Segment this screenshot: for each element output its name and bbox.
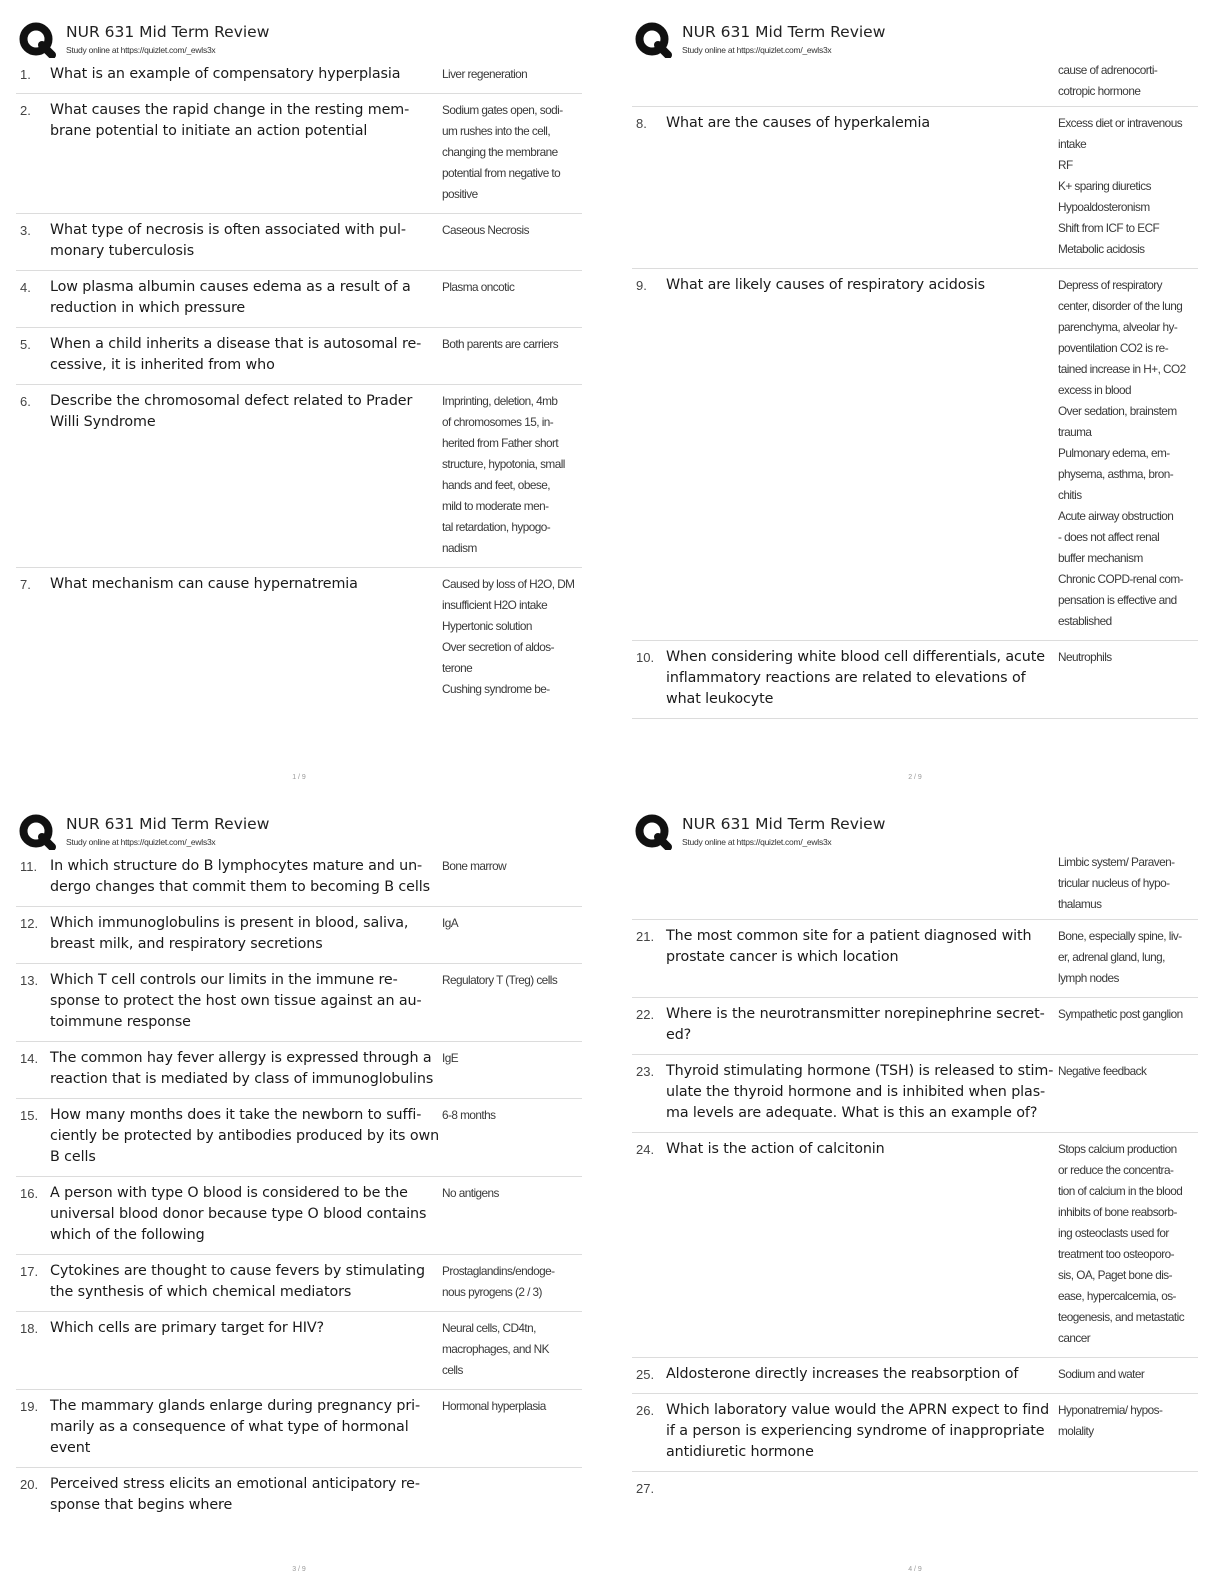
page-number: 4 / 9 bbox=[908, 1566, 922, 1573]
card-row bbox=[16, 214, 582, 271]
quizlet-logo-icon bbox=[634, 22, 674, 58]
card-definition: No antigens bbox=[442, 1186, 499, 1200]
card-definition: Sodium gates open, sodi- um rushes into the cell, changing the membrane potential from negative to positive bbox=[442, 103, 563, 201]
quizlet-logo-icon bbox=[634, 814, 674, 850]
card-number: 19. bbox=[20, 1399, 39, 1414]
card-row bbox=[632, 641, 1198, 719]
card-term: Which cells are primary target for HIV? bbox=[50, 1320, 325, 1336]
card-definition: Both parents are carriers bbox=[442, 337, 559, 351]
page-header bbox=[632, 18, 1198, 58]
card-number: 11. bbox=[20, 859, 38, 874]
card-list bbox=[16, 58, 582, 708]
card-row bbox=[632, 1472, 1198, 1507]
card-number: 21. bbox=[636, 929, 655, 944]
card-definition: Bone marrow bbox=[442, 859, 507, 873]
card-term: What causes the rapid change in the resting mem-brane potential to initiate an action potential bbox=[50, 102, 410, 139]
card-number: 27. bbox=[636, 1481, 655, 1496]
page-2 bbox=[632, 18, 1198, 788]
doc-title: NUR 631 Mid Term Review bbox=[682, 815, 886, 833]
card-term: In which structure do B lymphocytes mature and un-dergo changes that commit them to becoming B cells bbox=[50, 858, 430, 895]
quizlet-logo-icon bbox=[18, 22, 58, 58]
card-definition bbox=[442, 1474, 582, 1516]
card-number: 12. bbox=[20, 916, 39, 931]
card-number: 22. bbox=[636, 1007, 655, 1022]
page-number: 1 / 9 bbox=[292, 774, 306, 781]
card-number: 26. bbox=[636, 1403, 655, 1418]
card-definition: Neural cells, CD4tn, macrophages, and NK cells bbox=[442, 1321, 549, 1377]
card-list bbox=[16, 850, 582, 1524]
card-list bbox=[632, 850, 1198, 1507]
card-term: Which T cell controls our limits in the immune re-sponse to protect the host own tissue against an au-toimmune response bbox=[50, 972, 422, 1030]
page-1 bbox=[16, 18, 582, 788]
card-definition: 6-8 months bbox=[442, 1108, 496, 1122]
card-row bbox=[16, 1468, 582, 1524]
card-row bbox=[16, 1099, 582, 1177]
page-number: 2 / 9 bbox=[908, 774, 922, 781]
card-definition: Liver regeneration bbox=[442, 67, 528, 81]
card-row bbox=[632, 1358, 1198, 1394]
card-definition: Sympathetic post ganglion bbox=[1058, 1007, 1183, 1021]
card-definition bbox=[1058, 1478, 1198, 1499]
card-term: What is an example of compensatory hyperplasia bbox=[50, 66, 401, 82]
card-definition: IgE bbox=[442, 1051, 459, 1065]
card-number: 15. bbox=[20, 1108, 39, 1123]
card-number: 9. bbox=[636, 278, 647, 293]
card-definition: IgA bbox=[442, 916, 459, 930]
card-row bbox=[632, 269, 1198, 641]
card-definition: Caused by loss of H2O, DM insufficient H2O intake Hypertonic solution Over secretion of aldos- terone Cushing syndrome be- bbox=[442, 577, 575, 696]
doc-subtitle: Study online at https://quizlet.com/_ewls3x bbox=[66, 45, 216, 55]
card-number: 2. bbox=[20, 103, 31, 118]
page-3 bbox=[16, 810, 582, 1580]
page-number: 3 / 9 bbox=[292, 1566, 306, 1573]
card-term: What is the action of calcitonin bbox=[666, 1141, 885, 1157]
card-row bbox=[16, 907, 582, 964]
card-term: How many months does it take the newborn to suffi-ciently be protected by antibodies produced by its own B cells bbox=[50, 1107, 440, 1165]
doc-subtitle: Study online at https://quizlet.com/_ewls3x bbox=[682, 45, 832, 55]
card-definition: cause of adrenocorti- cotropic hormone bbox=[1058, 63, 1158, 98]
card-row bbox=[16, 850, 582, 907]
card-number: 23. bbox=[636, 1064, 655, 1079]
card-term: Which laboratory value would the APRN expect to find if a person is experiencing syndrome of inappropriate antidiuretic hormone bbox=[666, 1402, 1050, 1460]
card-definition: Imprinting, deletion, 4mb of chromosomes 15, in- herited from Father short structure, hypotonia, small hands and feet, obese, mild to moderate men- tal retardation, hypogo- nadism bbox=[442, 394, 565, 555]
card-definition: Hyponatremia/ hypos- molality bbox=[1058, 1403, 1163, 1438]
card-term: Which immunoglobulins is present in blood, saliva, breast milk, and respiratory secretions bbox=[50, 915, 409, 952]
card-number: 17. bbox=[20, 1264, 39, 1279]
card-definition: Sodium and water bbox=[1058, 1367, 1145, 1381]
card-term: Cytokines are thought to cause fevers by stimulating the synthesis of which chemical mediators bbox=[50, 1263, 425, 1300]
card-number: 1. bbox=[20, 67, 31, 82]
card-definition: Prostaglandins/endoge- nous pyrogens (2 / 3) bbox=[442, 1264, 555, 1299]
card-term: Low plasma albumin causes edema as a result of a reduction in which pressure bbox=[50, 279, 411, 316]
card-number: 8. bbox=[636, 116, 647, 131]
card-row bbox=[632, 1055, 1198, 1133]
card-term: When considering white blood cell differentials, acute inflammatory reactions are related to elevations of what leukocyte bbox=[666, 649, 1045, 707]
card-term: Thyroid stimulating hormone (TSH) is released to stim-ulate the thyroid hormone and is inhibited when plas-ma levels are adequate. What is this an example of? bbox=[666, 1063, 1054, 1121]
card-definition: Stops calcium production or reduce the concentra- tion of calcium in the blood inhibits of bone reabsorb- ing osteoclasts used for treatment too osteoporo- sis, OA, Paget bone dis- ease, hypercalcemia, os- teogenesis, and metastatic cancer bbox=[1058, 1142, 1185, 1345]
card-number: 25. bbox=[636, 1367, 655, 1382]
card-row bbox=[16, 58, 582, 94]
card-term: The common hay fever allergy is expressed through a reaction that is mediated by class of immunoglobulins bbox=[50, 1050, 434, 1087]
card-definition: Limbic system/ Paraven- tricular nucleus of hypo- thalamus bbox=[1058, 855, 1175, 911]
doc-title: NUR 631 Mid Term Review bbox=[66, 815, 270, 833]
card-term: When a child inherits a disease that is autosomal re-cessive, it is inherited from who bbox=[50, 336, 422, 373]
card-number: 6. bbox=[20, 394, 31, 409]
card-row bbox=[632, 1394, 1198, 1472]
card-term: Where is the neurotransmitter norepinephrine secret-ed? bbox=[666, 1006, 1045, 1043]
card-term: The most common site for a patient diagnosed with prostate cancer is which location bbox=[666, 928, 1032, 965]
card-number: 4. bbox=[20, 280, 31, 295]
card-row bbox=[16, 328, 582, 385]
card-definition: Excess diet or intravenous intake RF K+ sparing diuretics Hypoaldosteronism Shift from ICF to ECF Metabolic acidosis bbox=[1058, 116, 1183, 256]
card-number: 14. bbox=[20, 1051, 39, 1066]
card-list bbox=[632, 58, 1198, 719]
card-row bbox=[16, 1042, 582, 1099]
card-row bbox=[632, 107, 1198, 269]
card-row bbox=[632, 998, 1198, 1055]
quizlet-logo-icon bbox=[18, 814, 58, 850]
page-header bbox=[16, 810, 582, 850]
card-definition: Neutrophils bbox=[1058, 650, 1112, 664]
card-term: Perceived stress elicits an emotional anticipatory re-sponse that begins where bbox=[50, 1476, 420, 1513]
card-row bbox=[16, 568, 582, 708]
doc-title: NUR 631 Mid Term Review bbox=[682, 23, 886, 41]
page-4 bbox=[632, 810, 1198, 1580]
card-term bbox=[666, 1478, 1058, 1499]
card-continuation bbox=[632, 850, 1198, 920]
card-number: 13. bbox=[20, 973, 39, 988]
card-definition: Caseous Necrosis bbox=[442, 223, 529, 237]
card-continuation bbox=[632, 58, 1198, 107]
card-number: 10. bbox=[636, 650, 655, 665]
card-number: 24. bbox=[636, 1142, 655, 1157]
card-row bbox=[16, 1390, 582, 1468]
card-definition: Depress of respiratory center, disorder of the lung parenchyma, alveolar hy- poventilation CO2 is re- tained increase in H+, CO2 excess in blood Over sedation, brainstem trauma Pulmonary edema, em- physema, asthma, bron- chitis Acute airway obstruction - does not affect renal buffer mechanism Chronic COPD-renal com- pensation is effective and established bbox=[1058, 278, 1186, 628]
card-number: 16. bbox=[20, 1186, 39, 1201]
doc-subtitle: Study online at https://quizlet.com/_ewls3x bbox=[682, 837, 832, 847]
card-term: The mammary glands enlarge during pregnancy pri-marily as a consequence of what type of hormonal event bbox=[50, 1398, 421, 1456]
page-header bbox=[16, 18, 582, 58]
card-row bbox=[16, 271, 582, 328]
card-number: 5. bbox=[20, 337, 31, 352]
card-term: Describe the chromosomal defect related to Prader Willi Syndrome bbox=[50, 393, 413, 430]
card-term: A person with type O blood is considered to be the universal blood donor because type O blood contains which of the following bbox=[50, 1185, 427, 1243]
card-row bbox=[16, 94, 582, 214]
card-term: Aldosterone directly increases the reabsorption of bbox=[666, 1366, 1019, 1382]
doc-title: NUR 631 Mid Term Review bbox=[66, 23, 270, 41]
card-row bbox=[16, 964, 582, 1042]
page-header bbox=[632, 810, 1198, 850]
card-definition: Plasma oncotic bbox=[442, 280, 515, 294]
card-number: 7. bbox=[20, 577, 31, 592]
card-term: What type of necrosis is often associated with pul-monary tuberculosis bbox=[50, 222, 406, 259]
card-definition: Negative feedback bbox=[1058, 1064, 1147, 1078]
card-number: 18. bbox=[20, 1321, 39, 1336]
card-row bbox=[632, 920, 1198, 998]
doc-subtitle: Study online at https://quizlet.com/_ewls3x bbox=[66, 837, 216, 847]
card-definition: Hormonal hyperplasia bbox=[442, 1399, 546, 1413]
card-definition: Bone, especially spine, liv- er, adrenal gland, lung, lymph nodes bbox=[1058, 929, 1182, 985]
card-row bbox=[16, 385, 582, 568]
card-row bbox=[632, 1133, 1198, 1358]
card-row bbox=[16, 1177, 582, 1255]
card-definition: Regulatory T (Treg) cells bbox=[442, 973, 558, 987]
card-term: What mechanism can cause hypernatremia bbox=[50, 576, 358, 592]
card-number: 20. bbox=[20, 1477, 39, 1492]
card-row bbox=[16, 1312, 582, 1390]
card-term: What are the causes of hyperkalemia bbox=[666, 115, 931, 131]
card-number: 3. bbox=[20, 223, 31, 238]
card-row bbox=[16, 1255, 582, 1312]
card-term: What are likely causes of respiratory acidosis bbox=[666, 277, 985, 293]
